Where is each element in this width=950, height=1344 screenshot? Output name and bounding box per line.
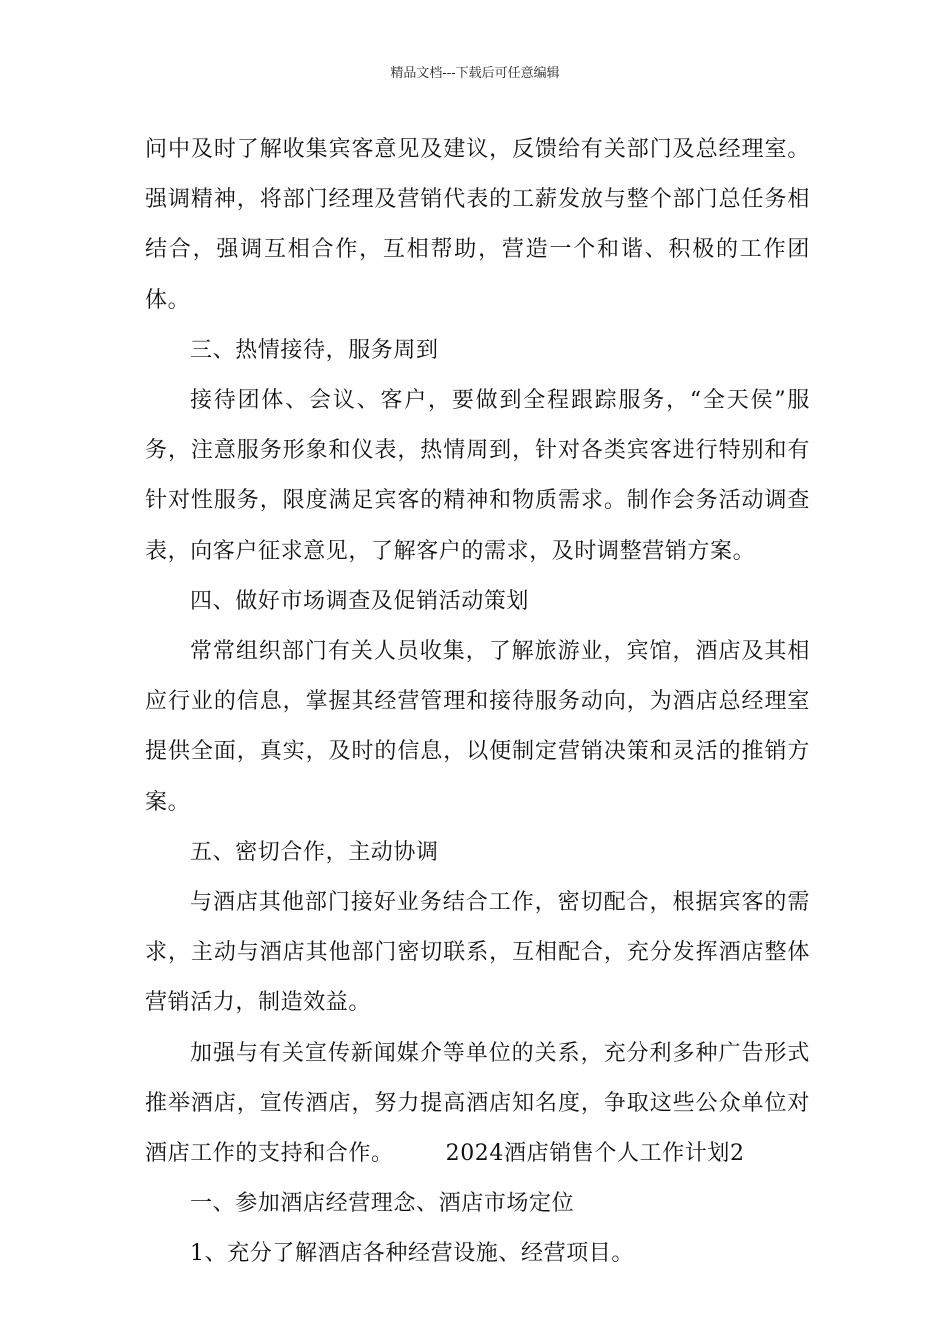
- paragraph-media-text: 加强与有关宣传新闻媒介等单位的关系，充分利多种广告形式推举酒店，宣传酒店，努力提高酒店知名度，争取这些公众单位对酒店工作的支持和合作。: [145, 1040, 810, 1167]
- section-heading-5: 五、密切合作，主动协调: [190, 839, 439, 865]
- paragraph-reception-service: 接待团体、会议、客户，要做到全程跟踪服务，“全天侯”服务，注意服务形象和仪表，热情周到，针对各类宾客进行特别和有针对性服务，限度满足宾客的精神和物质需求。制作会务活动调查表，向客户征求意见，了解客户的需求，及时调整营销方案。: [145, 388, 810, 564]
- paragraph-market-research: 常常组织部门有关人员收集，了解旅游业，宾馆，酒店及其相应行业的信息，掌握其经营管理和接待服务动向，为酒店总经理室提供全面，真实，及时的信息，以便制定营销决策和灵活的推销方案。: [145, 639, 810, 815]
- page-header: 精品文档---下载后可任意编辑: [390, 66, 560, 81]
- document-body: [145, 125, 810, 1280]
- section-heading-3: 三、热情接待，服务周到: [190, 337, 439, 363]
- section-heading-4: 四、做好市场调查及促销活动策划: [190, 588, 530, 614]
- paragraph-media-relations: [145, 1029, 810, 1180]
- list-item-1: 1、充分了解酒店各种经营设施、经营项目。: [190, 1241, 634, 1267]
- paragraph-staff-cooperation: 问中及时了解收集宾客意见及建议，反馈给有关部门及总经理室。强调精神，将部门经理及营销代表的工薪发放与整个部门总任务相结合，强调互相合作，互相帮助，营造一个和谐、积极的工作团体。: [145, 137, 810, 313]
- paragraph-coordination: 与酒店其他部门接好业务结合工作，密切配合，根据宾客的需求，主动与酒店其他部门密切联系，互相配合，充分发挥酒店整体营销活力，制造效益。: [145, 890, 810, 1016]
- section-heading-1: 一、参加酒店经营理念、酒店市场定位: [190, 1191, 575, 1217]
- document-title-2: 2024酒店销售个人工作计划2: [445, 1141, 745, 1167]
